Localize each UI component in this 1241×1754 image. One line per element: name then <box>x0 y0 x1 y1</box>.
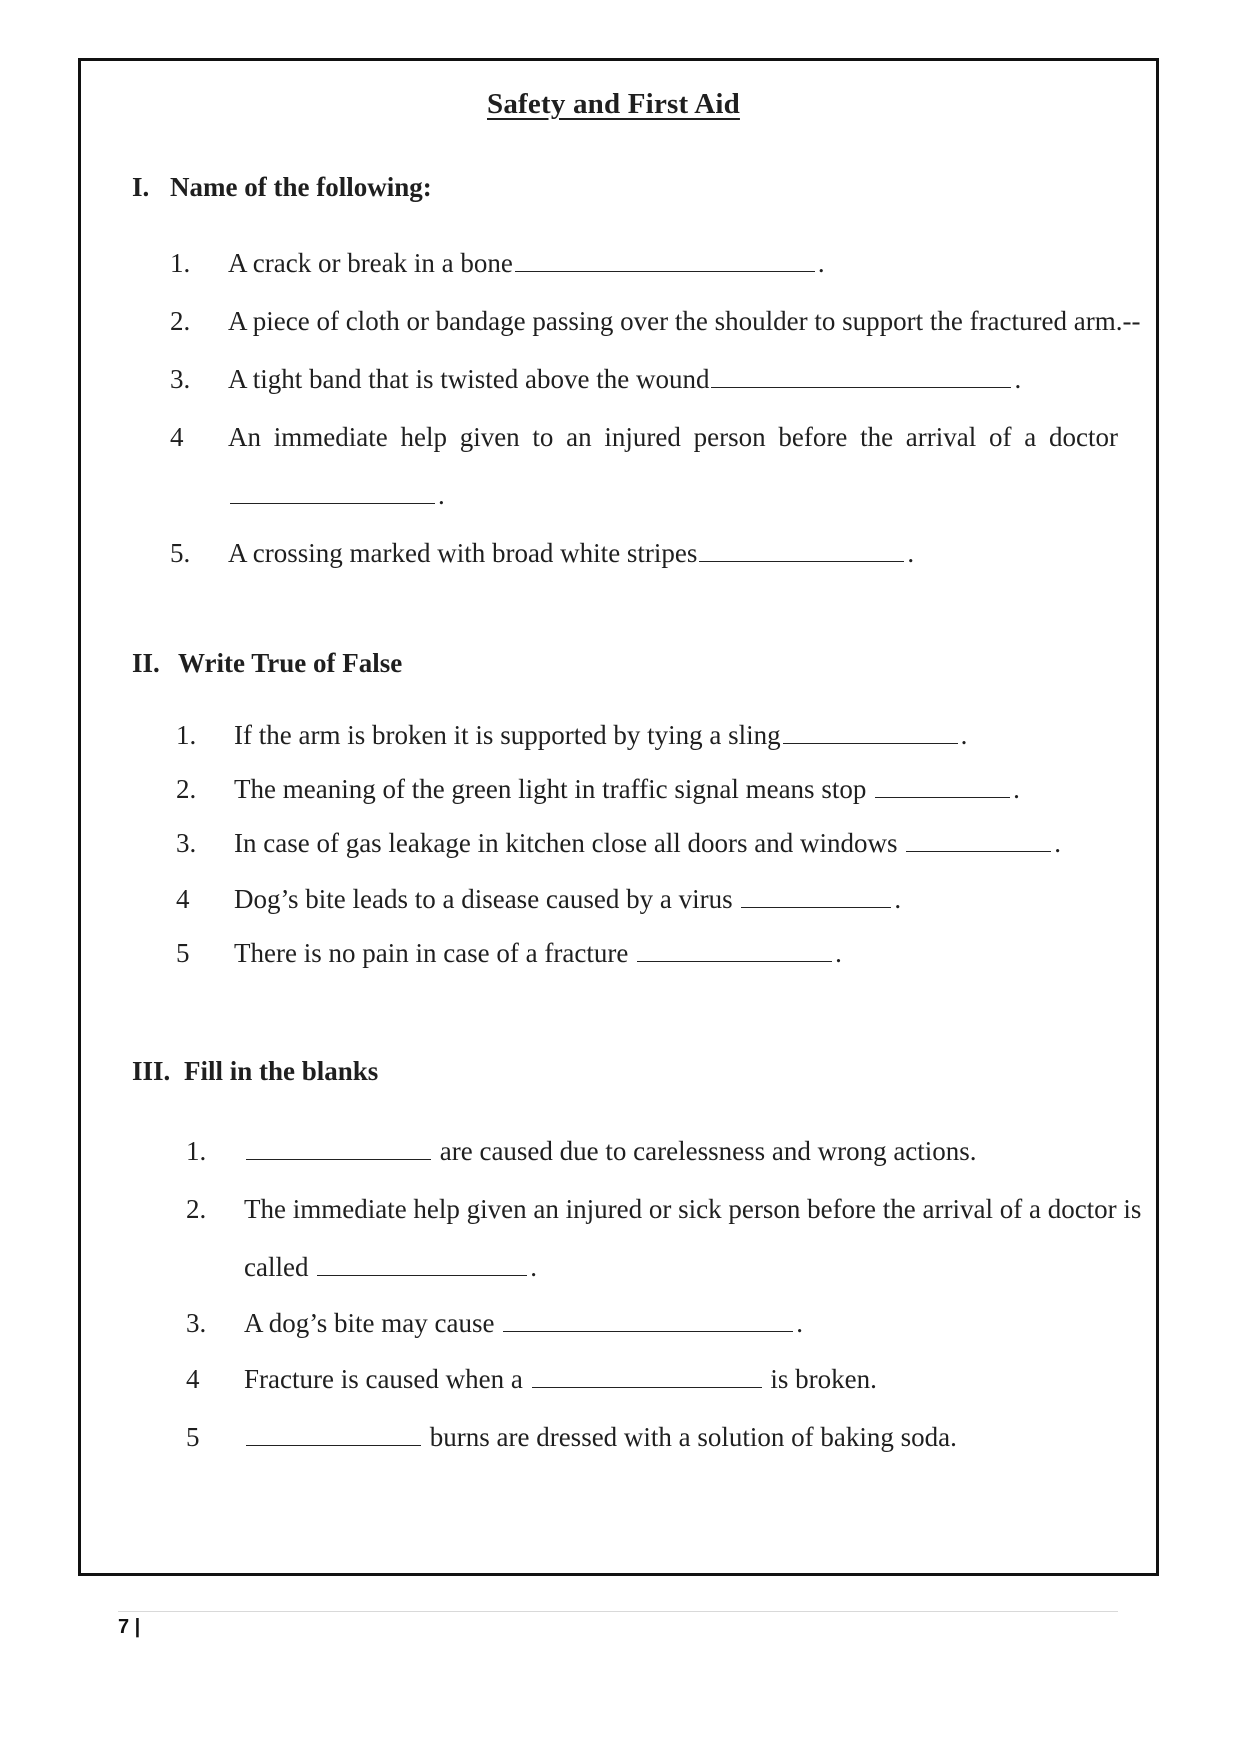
question-number: 3. <box>176 828 197 858</box>
question-text: If the arm is broken it is supported by tying a sling . <box>234 720 968 750</box>
question-number: 1. <box>176 720 197 750</box>
answer-blank[interactable] <box>637 941 832 962</box>
section-2-title: Write True of False <box>178 648 403 678</box>
section-2-numeral: II. <box>132 648 160 678</box>
answer-blank[interactable] <box>246 1425 421 1446</box>
section-1-title: Name of the following: <box>170 172 432 202</box>
answer-blank[interactable] <box>741 887 891 908</box>
question-text: Fracture is caused when a is broken. <box>244 1364 877 1394</box>
answer-blank[interactable] <box>503 1311 793 1332</box>
question-number: 4 <box>176 884 190 914</box>
question-number: 5. <box>170 538 191 568</box>
section-1-numeral: I. <box>132 172 150 202</box>
question-text: There is no pain in case of a fracture . <box>234 938 842 968</box>
question-number: 2. <box>186 1194 207 1224</box>
question-number: 2. <box>176 774 197 804</box>
section-2-heading <box>132 648 402 679</box>
question-number: 3. <box>170 364 191 394</box>
question-text: A dog’s bite may cause . <box>244 1308 803 1338</box>
question-text: A crack or break in a bone . <box>228 248 825 278</box>
question-text: The immediate help given an injured or sick person before the arrival of a doctor is <box>244 1194 1142 1224</box>
section-3-heading <box>132 1056 378 1087</box>
question-number: 3. <box>186 1308 207 1338</box>
page-border <box>78 58 1159 1576</box>
question-number: 5 <box>176 938 190 968</box>
section-3-title: Fill in the blanks <box>184 1056 379 1086</box>
question-number: 4 <box>186 1364 200 1394</box>
question-text: burns are dressed with a solution of baking soda. <box>244 1420 957 1454</box>
question-number: 1. <box>170 248 191 278</box>
question-number: 4 <box>170 422 184 452</box>
question-number: 2. <box>170 306 191 336</box>
question-number: 5 <box>186 1422 200 1452</box>
question-3-2-continuation: called . <box>244 1252 537 1282</box>
answer-blank[interactable] <box>230 483 435 504</box>
section-3-numeral: III. <box>132 1056 171 1086</box>
question-text: An immediate help given to an injured person before the arrival of a doctor <box>228 422 1118 452</box>
page-number: 7 | <box>118 1616 141 1638</box>
answer-blank[interactable] <box>875 777 1010 798</box>
question-text: The meaning of the green light in traffic signal means stop . <box>234 774 1020 804</box>
answer-blank[interactable] <box>515 251 815 272</box>
question-text: A crossing marked with broad white stripes . <box>228 538 915 568</box>
question-number: 1. <box>186 1136 207 1166</box>
question-text: are caused due to carelessness and wrong actions. <box>244 1134 977 1168</box>
answer-blank[interactable] <box>246 1139 431 1160</box>
page-title: Safety and First Aid <box>487 88 740 120</box>
question-text: A tight band that is twisted above the wound . <box>228 364 1022 394</box>
question-1-4-continuation: . <box>228 478 445 512</box>
question-text: A piece of cloth or bandage passing over the shoulder to support the fractured arm.-- <box>228 306 1141 336</box>
answer-blank[interactable] <box>532 1367 762 1388</box>
answer-blank[interactable] <box>906 831 1051 852</box>
answer-blank[interactable] <box>699 541 904 562</box>
answer-blank[interactable] <box>317 1255 527 1276</box>
answer-blank[interactable] <box>783 723 958 744</box>
footer-divider <box>118 1611 1118 1612</box>
question-text: Dog’s bite leads to a disease caused by a virus . <box>234 884 902 914</box>
section-1-heading <box>132 172 432 203</box>
question-text: In case of gas leakage in kitchen close all doors and windows . <box>234 828 1062 858</box>
answer-blank[interactable] <box>711 367 1011 388</box>
